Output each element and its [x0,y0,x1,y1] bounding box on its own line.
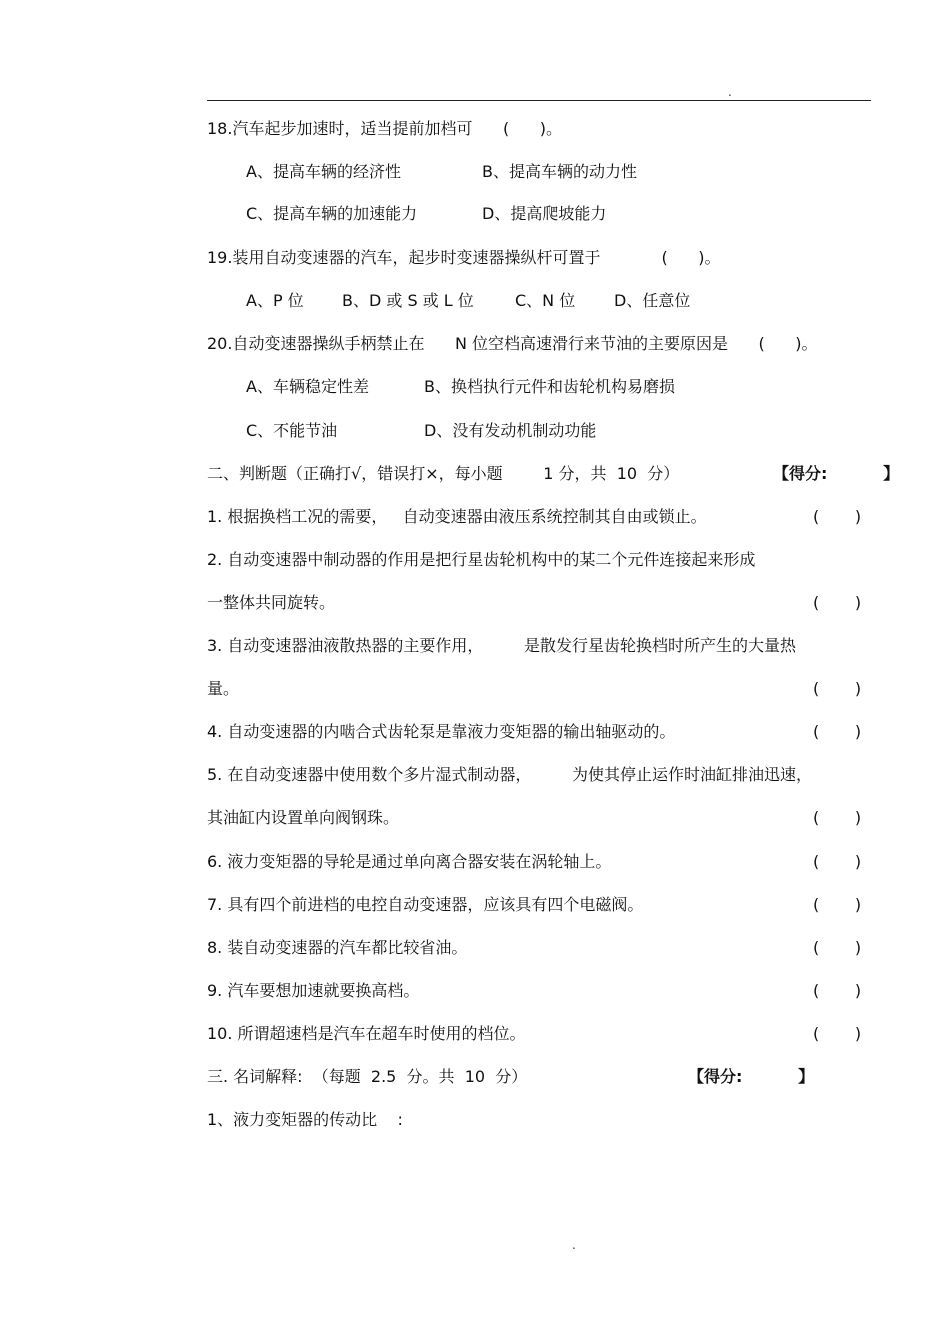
judge-item-6: 6. 液力变矩器的导轮是通过单向离合器安装在涡轮轴上。 [207,852,612,871]
q20-stem: 20.自动变速器操纵手柄禁止在 N 位空档高速滑行来节油的主要原因是 ( )。 [207,334,818,353]
q19-option-d: D、任意位 [614,291,691,310]
judge-answer-4[interactable]: ( ) [813,722,862,741]
q18-option-a: A、提高车辆的经济性 [246,162,401,181]
judge-item-3-line1: 3. 自动变速器油液散热器的主要作用， 是散发行星齿轮换档时所产生的大量热 [207,636,797,655]
terms-score-label: 【得分: 】 [688,1067,815,1086]
judge-answer-10[interactable]: ( ) [813,1024,862,1043]
judge-answer-7[interactable]: ( ) [813,895,862,914]
q18-option-b: B、提高车辆的动力性 [482,162,637,181]
q18-stem: 18.汽车起步加速时，适当提前加档可 ( )。 [207,119,562,138]
terms-heading: 三. 名词解释: （每题 2.5 分。共 10 分） [207,1067,528,1086]
judge-item-5-line1: 5. 在自动变速器中使用数个多片湿式制动器， 为使其停止运作时油缸排油迅速， [207,765,813,784]
header-dot: . [728,85,732,99]
judge-answer-3[interactable]: ( ) [813,679,862,698]
q19-option-b: B、D 或 S 或 L 位 [342,291,474,310]
judge-item-2-line1: 2. 自动变速器中制动器的作用是把行星齿轮机构中的某二个元件连接起来形成 [207,550,756,569]
judge-answer-1[interactable]: ( ) [813,507,862,526]
judge-answer-2[interactable]: ( ) [813,593,862,612]
judge-answer-9[interactable]: ( ) [813,981,862,1000]
q19-option-c: C、N 位 [515,291,576,310]
judge-answer-6[interactable]: ( ) [813,852,862,871]
q18-option-d: D、提高爬坡能力 [482,204,607,223]
judge-item-2-line2: 一整体共同旋转。 [207,593,336,612]
q19-option-a: A、P 位 [246,291,304,310]
q20-option-c: C、不能节油 [246,421,338,440]
judge-item-5-line2: 其油缸内设置单向阀钢珠。 [207,808,400,827]
header-rule [207,100,871,101]
judge-answer-5[interactable]: ( ) [813,808,862,827]
judge-item-3-line2: 量。 [207,679,240,698]
judge-heading: 二、判断题（正确打√，错误打×，每小题 1 分，共 10 分） [207,464,680,483]
judge-item-9: 9. 汽车要想加速就要换高档。 [207,981,420,1000]
judge-item-4: 4. 自动变速器的内啮合式齿轮泵是靠液力变矩器的输出轴驱动的。 [207,722,676,741]
judge-item-1: 1. 根据换档工况的需要， 自动变速器由液压系统控制其自由或锁止。 [207,507,707,526]
terms-item-1: 1、液力变矩器的传动比 : [207,1110,403,1129]
footer-dot: . [572,1238,576,1252]
q18-option-c: C、提高车辆的加速能力 [246,204,418,223]
judge-answer-8[interactable]: ( ) [813,938,862,957]
judge-item-10: 10. 所谓超速档是汽车在超车时使用的档位。 [207,1024,526,1043]
q20-option-a: A、车辆稳定性差 [246,377,369,396]
judge-item-7: 7. 具有四个前进档的电控自动变速器，应该具有四个电磁阀。 [207,895,644,914]
judge-score-label: 【得分: 】 [773,464,900,483]
judge-item-8: 8. 装自动变速器的汽车都比较省油。 [207,938,468,957]
q20-option-b: B、换档执行元件和齿轮机构易磨损 [424,377,675,396]
q20-option-d: D、没有发动机制动功能 [424,421,597,440]
q19-stem: 19.装用自动变速器的汽车，起步时变速器操纵杆可置于 ( )。 [207,248,721,267]
